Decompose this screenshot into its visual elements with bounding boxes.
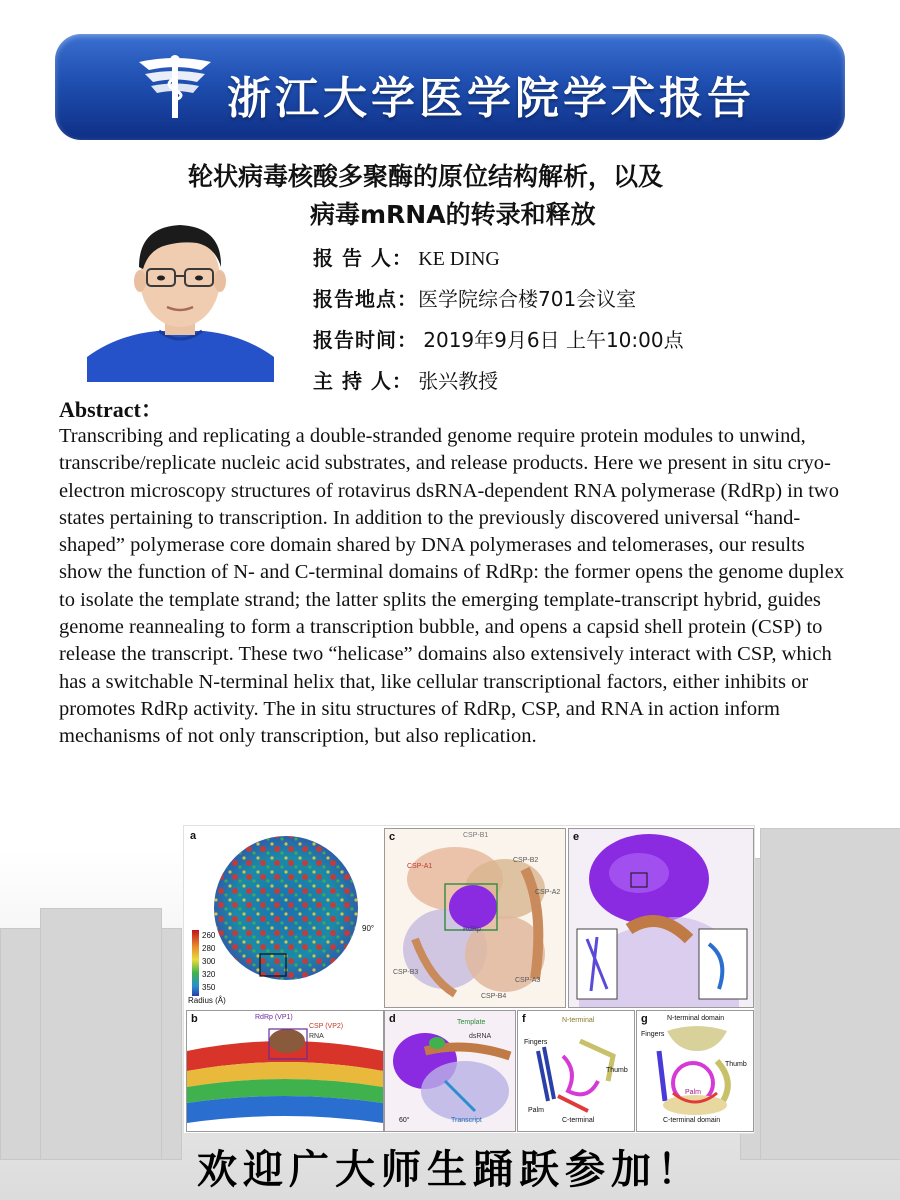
capsid-section-image [187, 1011, 383, 1131]
panel-label-e: e [573, 831, 580, 843]
panel-label-f: f [522, 1013, 526, 1025]
welcome-footer: 欢迎广大师生踊跃参加！ [197, 1147, 703, 1193]
rdrp-closeup-image [569, 829, 753, 1007]
csp-label: CSP-A2 [535, 889, 561, 896]
template-label: Template [457, 1019, 486, 1026]
time-value: 2019年9月6日 上午10:00点 [423, 328, 684, 352]
colorbar-ticks [202, 929, 215, 994]
schematic-label: Thumb [725, 1061, 747, 1068]
talk-title-line1: 轮状病毒核酸多聚酶的原位结构解析，以及 [188, 162, 664, 191]
template-dsrna-image [385, 1011, 515, 1131]
schematic-label: Palm [685, 1089, 701, 1096]
ribbon-label: Thumb [606, 1067, 628, 1074]
csp-label: CSP-B3 [393, 969, 419, 976]
header-banner [55, 34, 845, 140]
rdrp-label: RdRp [463, 926, 481, 933]
schematic-label: C-terminal domain [663, 1117, 721, 1124]
csp-label: CSP-B4 [481, 993, 507, 1000]
panel-label-g: g [641, 1013, 648, 1025]
abstract-body: Transcribing and replicating a double-stranded genome require protein modules to unwind, transcribe/replicate nucleic acid substrates, and release products. Here we present in situ cryo-electron microscopy structures of rotavirus dsRNA-dependent RNA polymerase (RdRp) in two states pertaining to transcription. In addition to the previously discovered universal “hand-shaped” polymerase core domain shared by DNA polymerases and telomerases, our results show the function of N- and C-terminal domains of RdRp: the former opens the genome duplex to isolate the template strand; the latter splits the emerging template-transcript hybrid, guides genome reannealing to form a transcription bubble, and opens a capsid shell protein (CSP) to release the transcript. These two “helicase” domains also extensively interact with CSP, which has a switchable N-terminal helix that, like cellular transcriptional factors, either inhibits or promotes RdRp activity. The in situ structures of RdRp, CSP, and RNA in action inform mechanisms of not only transcription, but also replication. [59, 425, 845, 748]
building-right-tower [760, 828, 900, 1160]
colorbar-tick: 260 [202, 931, 216, 940]
location-row [313, 281, 684, 322]
domain-schematic-image [637, 1011, 753, 1131]
colorbar-title: Radius (Å) [188, 996, 226, 1005]
figure-panel-c [384, 828, 566, 1008]
medical-caduceus-logo [135, 52, 215, 122]
time-label: 报告时间： [313, 328, 418, 352]
host-label: 主 持 人： [313, 369, 413, 393]
dsrna-label: dsRNA [469, 1033, 492, 1040]
figure-panel-e [568, 828, 754, 1008]
speaker-name: KE DING [418, 248, 500, 270]
location-label: 报告地点： [313, 287, 418, 311]
ribbon-label: N-terminal [562, 1017, 595, 1024]
panel-label-d: d [389, 1013, 396, 1025]
csp-label: CSP-B1 [463, 832, 489, 839]
rotation-label-d: 60° [399, 1117, 410, 1124]
colorbar-tick: 350 [202, 983, 216, 992]
rdrp-vp1-label: RdRp (VP1) [255, 1014, 293, 1021]
banner-title: 浙江大学医学院学术报告 [227, 73, 755, 124]
panel-label-b: b [191, 1013, 198, 1025]
schematic-label: Fingers [641, 1031, 665, 1038]
colorbar-tick: 320 [202, 970, 216, 979]
csp-label: CSP-A3 [515, 977, 541, 984]
colorbar-tick: 280 [202, 944, 216, 953]
time-row [313, 322, 684, 363]
panel-label-c: c [389, 831, 396, 843]
ribbon-label: Palm [528, 1107, 544, 1114]
rotation-label-c: 90° [362, 924, 375, 933]
location-value: 医学院综合楼701会议室 [418, 287, 637, 311]
abstract-heading: Abstract： [59, 397, 163, 422]
talk-title-line2: 病毒mRNA的转录和释放 [310, 200, 596, 229]
research-figure [183, 825, 755, 1134]
figure-panel-g [636, 1010, 754, 1132]
building-left-tower [40, 908, 162, 1160]
speaker-row [313, 240, 684, 281]
colorbar-tick: 300 [202, 957, 216, 966]
transcript-label: Transcript [451, 1117, 482, 1124]
speaker-label: 报 告 人： [313, 246, 413, 270]
rna-label: RNA [309, 1033, 324, 1040]
ribbon-label: Fingers [524, 1039, 548, 1046]
ribbon-label: C-terminal [562, 1117, 595, 1124]
figure-panel-b [186, 1010, 384, 1132]
host-value: 张兴教授 [418, 369, 499, 393]
figure-panel-a [186, 828, 382, 1008]
speaker-photo [87, 207, 274, 382]
csp-label: CSP-B2 [513, 857, 539, 864]
schematic-label: N-terminal domain [667, 1015, 725, 1022]
figure-panel-f [517, 1010, 635, 1132]
csp-vp2-label: CSP (VP2) [309, 1023, 344, 1030]
csp-label: CSP-A1 [407, 863, 433, 870]
host-row [313, 363, 684, 404]
figure-panel-d [384, 1010, 516, 1132]
panel-label-a: a [190, 830, 197, 842]
talk-info [313, 240, 684, 404]
